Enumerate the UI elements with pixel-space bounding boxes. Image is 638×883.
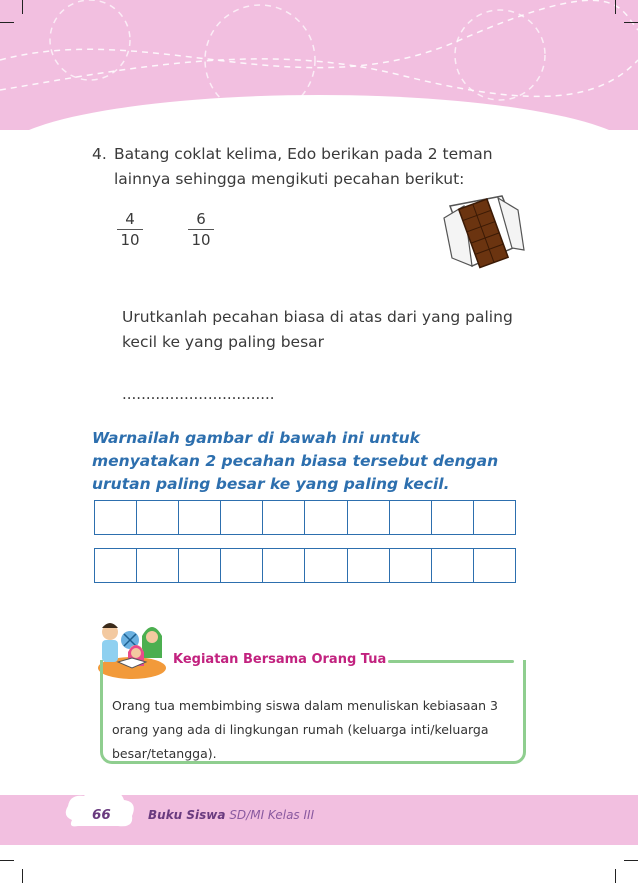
fraction-2 — [188, 210, 214, 249]
fraction-grid-1 — [94, 500, 516, 535]
fraction-numerator: 6 — [196, 210, 206, 228]
grid-cell[interactable] — [390, 549, 432, 582]
fraction-bar — [117, 229, 143, 230]
book-title-bold: Buku Siswa — [148, 808, 226, 822]
crop-mark — [624, 22, 638, 23]
book-title — [148, 808, 314, 822]
grid-cell[interactable] — [348, 549, 390, 582]
crop-mark — [0, 22, 14, 23]
grid-cell[interactable] — [179, 549, 221, 582]
grid-cell[interactable] — [474, 549, 515, 582]
grid-cell[interactable] — [474, 501, 515, 534]
fraction-1 — [117, 210, 143, 249]
grid-cell[interactable] — [263, 549, 305, 582]
fraction-bar — [188, 229, 214, 230]
crop-mark — [615, 0, 616, 14]
grid-cell[interactable] — [348, 501, 390, 534]
crop-mark — [22, 869, 23, 883]
fraction-grid-2 — [94, 548, 516, 583]
grid-cell[interactable] — [432, 501, 474, 534]
grid-cell[interactable] — [221, 501, 263, 534]
question-4 — [92, 142, 532, 192]
fraction-numerator: 4 — [125, 210, 135, 228]
crop-mark — [22, 0, 23, 14]
grid-cell[interactable] — [432, 549, 474, 582]
grid-cell[interactable] — [390, 501, 432, 534]
grid-cell[interactable] — [305, 501, 347, 534]
grid-cell[interactable] — [221, 549, 263, 582]
crop-mark — [624, 860, 638, 861]
page-number: 66 — [92, 807, 111, 823]
answer-blank[interactable]: ................................ — [122, 385, 275, 403]
fraction-denominator: 10 — [120, 231, 140, 249]
crop-mark — [0, 860, 14, 861]
grid-cell[interactable] — [137, 549, 179, 582]
grid-cell[interactable] — [95, 501, 137, 534]
question-text: Batang coklat kelima, Edo berikan pada 2 teman lainnya sehingga mengikuti pecahan berikut: — [114, 145, 493, 188]
activity-title: Kegiatan Bersama Orang Tua — [173, 652, 387, 667]
activity-body: Orang tua membimbing siswa dalam menuliskan kebiasaan 3 orang yang ada di lingkungan rumah (keluarga inti/keluarga besar/tetangga). — [112, 698, 498, 761]
grid-cell[interactable] — [305, 549, 347, 582]
book-title-rest: SD/MI Kelas III — [229, 808, 315, 822]
crop-mark — [615, 869, 616, 883]
fraction-denominator: 10 — [191, 231, 211, 249]
grid-cell[interactable] — [263, 501, 305, 534]
instruction-text: Urutkanlah pecahan biasa di atas dari yang paling kecil ke yang paling besar — [122, 308, 513, 351]
grid-cell[interactable] — [137, 501, 179, 534]
chocolate-bar-icon — [442, 192, 526, 274]
grid-cell[interactable] — [95, 549, 137, 582]
coloring-instruction: Warnailah gambar di bawah ini untuk menyatakan 2 pecahan biasa tersebut dengan urutan paling besar ke yang paling kecil. — [92, 429, 499, 493]
question-number: 4. — [92, 145, 107, 163]
header-band — [0, 0, 638, 130]
grid-cell[interactable] — [179, 501, 221, 534]
